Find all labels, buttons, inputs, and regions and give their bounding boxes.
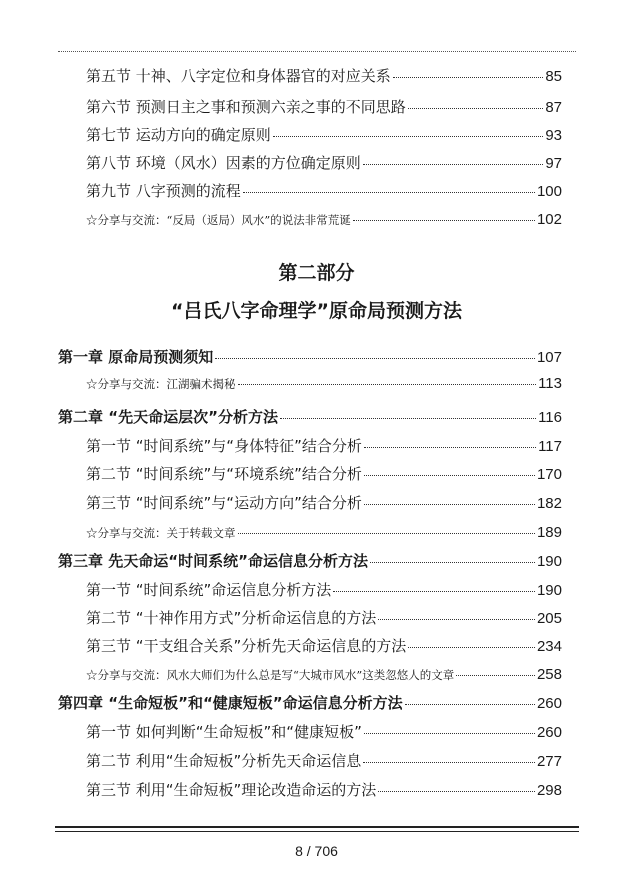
toc-chapter-entry[interactable] — [58, 347, 562, 368]
toc-section-entry[interactable] — [86, 153, 562, 174]
toc-page-number: 116 — [538, 409, 562, 426]
toc-page-number: 190 — [536, 553, 562, 570]
toc-section-entry[interactable] — [86, 580, 562, 601]
toc-section-entry[interactable] — [86, 493, 562, 514]
toc-entry-label: 第三节 “时间系统”与“运动方向”结合分析 — [86, 494, 362, 512]
toc-entry-label: 第八节 环境（风水）因素的方位确定原则 — [86, 154, 361, 172]
toc-page-number: 277 — [536, 753, 562, 770]
toc-leader-dots — [243, 191, 535, 193]
toc-page-number: 97 — [545, 155, 562, 172]
toc-section-entry[interactable] — [86, 780, 562, 801]
toc-page-number: 260 — [536, 724, 562, 741]
toc-entry-label: ☆分享与交流：关于转载文章 — [86, 526, 236, 540]
toc-chapter-entry[interactable] — [58, 693, 562, 714]
toc-section-entry[interactable] — [86, 722, 562, 743]
toc-leader-dots — [364, 474, 535, 476]
toc-section-entry[interactable] — [86, 608, 562, 629]
toc-leader-dots — [405, 703, 535, 705]
toc-page-number: 85 — [545, 68, 562, 85]
toc-leader-dots — [364, 446, 536, 448]
toc-leader-dots — [363, 163, 544, 165]
toc-entry-label: 第二节 “十神作用方式”分析命运信息的方法 — [86, 609, 377, 627]
bottom-rule-thin — [55, 831, 579, 832]
toc-entry-label: 第一节 “时间系统”与“身体特征”结合分析 — [86, 437, 362, 455]
toc-leader-dots — [370, 561, 535, 563]
toc-entry-label: 第二节 “时间系统”与“环境系统”结合分析 — [86, 465, 362, 483]
part-number: 第二部分 — [278, 262, 355, 284]
toc-section-entry[interactable] — [86, 125, 562, 146]
toc-entry-label: 第一节 如何判断“生命短板”和“健康短板” — [86, 723, 362, 741]
toc-entry-label: 第三章 先天命运“时间系统”命运信息分析方法 — [58, 552, 368, 570]
toc-page-number: 190 — [536, 582, 562, 599]
page-indicator: 8 / 706 — [295, 843, 338, 859]
toc-leader-dots — [364, 732, 535, 734]
toc-leader-dots — [215, 357, 535, 359]
toc-leader-dots — [378, 618, 535, 620]
toc-note-entry[interactable] — [86, 210, 562, 230]
part-title: “吕氏八字命理学”原命局预测方法 — [171, 300, 462, 322]
toc-page-number: 189 — [536, 524, 562, 541]
toc-leader-dots — [378, 790, 535, 792]
toc-page-number: 100 — [536, 183, 562, 200]
toc-leader-dots — [408, 107, 544, 109]
toc-page-number: 102 — [536, 211, 562, 228]
toc-section-entry[interactable] — [86, 636, 562, 657]
toc-leader-dots — [280, 417, 536, 419]
toc-leader-dots — [364, 503, 535, 505]
bottom-rule-thick — [55, 826, 579, 828]
toc-section-entry[interactable] — [86, 181, 562, 202]
toc-page-number: 234 — [536, 638, 562, 655]
toc-section-entry[interactable] — [86, 751, 562, 772]
toc-leader-dots — [456, 674, 535, 676]
toc-section-entry[interactable] — [86, 436, 562, 457]
toc-entry-label: ☆分享与交流：“反局（返局）风水”的说法非常荒诞 — [86, 213, 351, 227]
toc-section-entry[interactable] — [86, 97, 562, 118]
toc-leader-dots — [238, 532, 535, 534]
toc-leader-dots — [238, 383, 537, 385]
toc-entry-label: 第一章 原命局预测须知 — [58, 348, 214, 366]
toc-page-number: 258 — [536, 666, 562, 683]
toc-leader-dots — [408, 646, 535, 648]
toc-entry-label: ☆分享与交流：风水大师们为什么总是写“大城市风水”这类忽悠人的文章 — [86, 668, 455, 682]
toc-entry-label: 第六节 预测日主之事和预测六亲之事的不同思路 — [86, 98, 406, 116]
toc-leader-dots — [333, 590, 535, 592]
toc-page-number: 87 — [545, 99, 562, 116]
toc-page-number: 107 — [536, 349, 562, 366]
toc-page-number: 182 — [536, 495, 562, 512]
toc-page-number: 113 — [538, 375, 562, 392]
toc-entry-label: 第七节 运动方向的确定原则 — [86, 126, 271, 144]
toc-entry-label: 第四章 “生命短板”和“健康短板”命运信息分析方法 — [58, 694, 403, 712]
toc-chapter-entry[interactable] — [58, 407, 562, 428]
toc-section-entry[interactable] — [86, 464, 562, 485]
toc-entry-label: 第三节 “干支组合关系”分析先天命运信息的方法 — [86, 637, 407, 655]
toc-leader-dots — [363, 761, 535, 763]
toc-entry-label: 第二节 利用“生命短板”分析先天命运信息 — [86, 752, 362, 770]
toc-page-number: 298 — [536, 782, 562, 799]
toc-leader-dots — [353, 219, 535, 221]
toc-chapter-entry[interactable] — [58, 551, 562, 572]
toc-note-entry[interactable] — [86, 374, 562, 394]
toc-entry-label: 第一节 “时间系统”命运信息分析方法 — [86, 581, 332, 599]
toc-page-number: 260 — [536, 695, 562, 712]
toc-note-entry[interactable] — [86, 523, 562, 543]
toc-page-number: 93 — [545, 127, 562, 144]
top-dotted-rule — [58, 51, 576, 52]
toc-page-number: 117 — [538, 438, 562, 455]
toc-leader-dots — [273, 135, 544, 137]
toc-page-number: 205 — [536, 610, 562, 627]
toc-note-entry[interactable] — [86, 665, 562, 685]
toc-entry-label: 第五节 十神、八字定位和身体器官的对应关系 — [86, 67, 391, 85]
toc-entry-label: ☆分享与交流：江湖骗术揭秘 — [86, 377, 236, 391]
toc-page-number: 170 — [536, 466, 562, 483]
toc-section-entry[interactable] — [86, 66, 562, 87]
toc-entry-label: 第三节 利用“生命短板”理论改造命运的方法 — [86, 781, 377, 799]
toc-leader-dots — [393, 76, 544, 78]
toc-entry-label: 第九节 八字预测的流程 — [86, 182, 241, 200]
toc-entry-label: 第二章 “先天命运层次”分析方法 — [58, 408, 278, 426]
